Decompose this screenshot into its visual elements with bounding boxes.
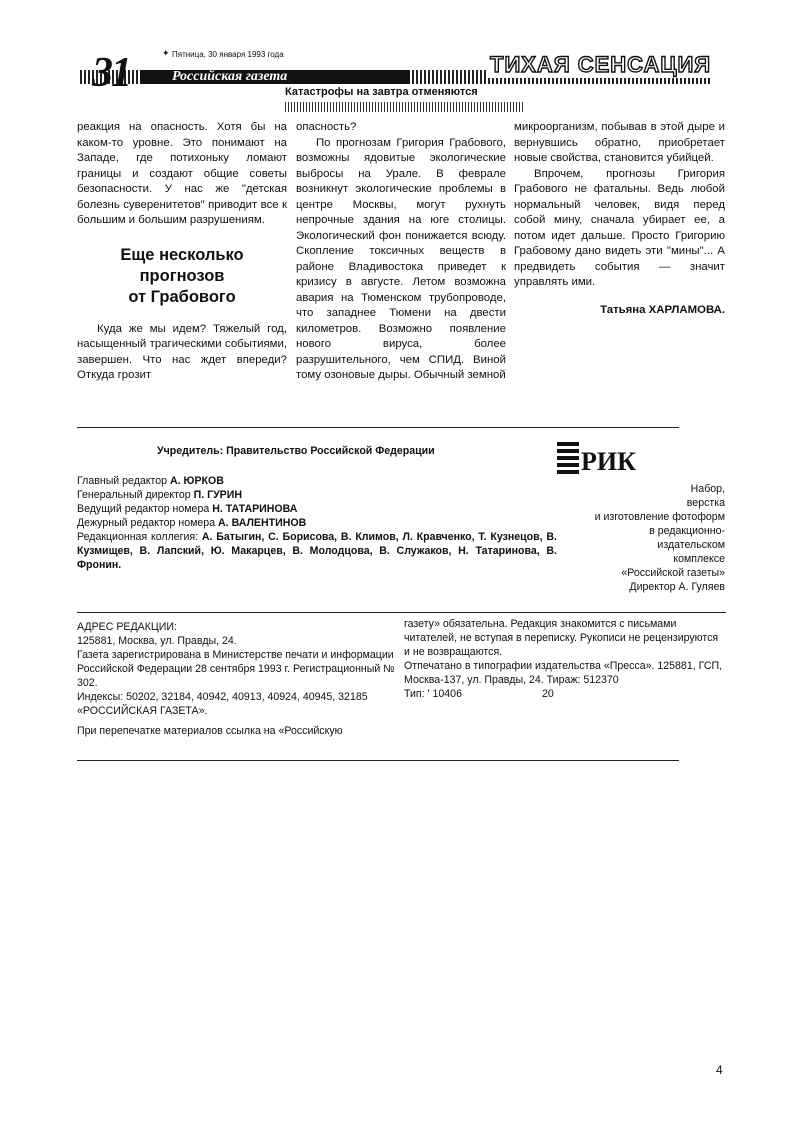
section-title: ТИХАЯ СЕНСАЦИЯ [490,52,712,77]
svg-text:РИК: РИК [581,447,636,476]
article-column-1 [77,120,287,384]
article-author: Татьяна ХАРЛАМОВА. [600,303,725,316]
staff-row: Генеральный директор П. ГУРИН [77,489,243,501]
divider [77,427,679,428]
print-type: Тип: ' 10406 20 [404,688,554,700]
article-column-2 [296,120,506,384]
article-subheading [77,245,287,308]
page-number: 4 [716,1063,723,1077]
article-paragraph: реакция на опасность. Хотя бы на каком-то уровне. Это понимают на Западе, где потихоньку ломают границы и создают общие советы безопасности. У нас же "детская болезнь суверенитетов" приводит все к большим и большим разрушениям. [77,121,287,226]
staff-name: А. ВАЛЕНТИНОВ [218,517,307,529]
founder-line: Учредитель: Правительство Российской Федерации [157,445,435,457]
staff-list [77,474,557,572]
article-paragraph: опасность? [296,121,357,133]
article-paragraph: Куда же мы идем? Тяжелый год, насыщенный трагическими событиями, завершен. Что нас ждет впереди? Откуда грозит [77,322,287,381]
staff-name: Н. ТАТАРИНОВА [212,503,298,515]
editorial-address: АДРЕС РЕДАКЦИИ: 125881, Москва, ул. Правды, 24. Газета зарегистрирована в Министерстве печати и информации Российской Федерации 28 сентября 1993 г. Регистрационный № 302. Индексы: 50202, 32184, 40942, 40913, 40924, 40945, 32185 «РОССИЙСКАЯ ГАЗЕТА». При перепечатке материалов ссылка на «Российскую [77,620,397,738]
masthead [80,48,715,118]
rik-logo-icon [557,440,636,478]
story-header: Катастрофы на завтра отменяются [285,86,478,98]
diamond-icon: ✦ [162,48,170,58]
legal-info: газету» обязательна. Редакция знакомится с письмами читателей, не вступая в переписку. Рукописи не рецензируются и не возвращаются. Отпечатано в типографии издательства «Пресса». 125881, ГСП, Москва-137, ул. Правды, 24. Тираж: 512370 Тип: ' 10406 20 [404,617,726,701]
staff-name: А. ЮРКОВ [170,475,224,487]
staff-row: Главный редактор А. ЮРКОВ [77,475,224,487]
divider [77,612,726,613]
article-paragraph: По прогнозам Григория Грабового, возможны ядовитые экологические выбросы на Урале. В феврале возникнут экологические проблемы в центре Москвы, могут рухнуть непрочные здания на юге столицы. Экологический фон понижается всюду. Скопление токсичных веществ в районе Владивостока приведет к кризису в августе. Летом возможна авария на Тюменском трубопроводе, что западнее Тюмени на двести километров. Возможно появление нового вируса, более разрушительного, чем СПИД. Виной тому озоновые дыры. Обычный земной [296,136,506,381]
issue-date: Пятница, 30 января 1993 года [172,50,284,59]
staff-row: Дежурный редактор номера А. ВАЛЕНТИНОВ [77,517,307,529]
subheading-line: Еще несколько [120,245,244,264]
newspaper-page-number: 31 [92,50,130,96]
subheading-line: от Грабового [128,287,236,306]
reprint-notice: При перепечатке материалов ссылка на «Российскую [77,725,343,737]
divider [77,760,679,761]
editorial-board-names: А. Батыгин, С. Борисова, В. Климов, Л. Кравченко, Т. Кузнецов, В. Кузмищев, В. Лапский, Ю. Макарцев, В. Молодцова, В. Служаков, Н. Татаринова, В. Фронин. [77,531,557,571]
article-column-3 [514,120,725,318]
article-paragraph: микроорганизм, побывав в этой дыре и вернувшись обратно, приобретает новые свойства, становится убийцей. [514,121,725,164]
story-header-hatch [285,102,525,112]
typesetting-info: Набор, верстка и изготовление фотоформ в редакционно- издательском комплексе «Российской газеты» Директор А. Гуляев [594,483,725,593]
newspaper-name: Российская газета [172,69,288,84]
editorial-board: Редакционная коллегия: А. Батыгин, С. Борисова, В. Климов, Л. Кравченко, Т. Кузнецов, В. Кузмищев, В. Лапский, Ю. Макарцев, В. Молодцова, В. Служаков, Н. Татаринова, В. Фронин. [77,531,557,571]
staff-row: Ведущий редактор номера Н. ТАТАРИНОВА [77,503,298,515]
article-paragraph: Впрочем, прогнозы Григория Грабового не фатальны. Ведь любой нормальный человек, видя перед собой мину, сначала убирает ее, а потом идет дальше. Просто Григорию Грабовому дано видеть эти "мины"... А предвидеть события — значит управлять ими. [514,167,725,288]
subheading-line: прогнозов [139,266,225,285]
staff-name: П. ГУРИН [193,489,243,501]
